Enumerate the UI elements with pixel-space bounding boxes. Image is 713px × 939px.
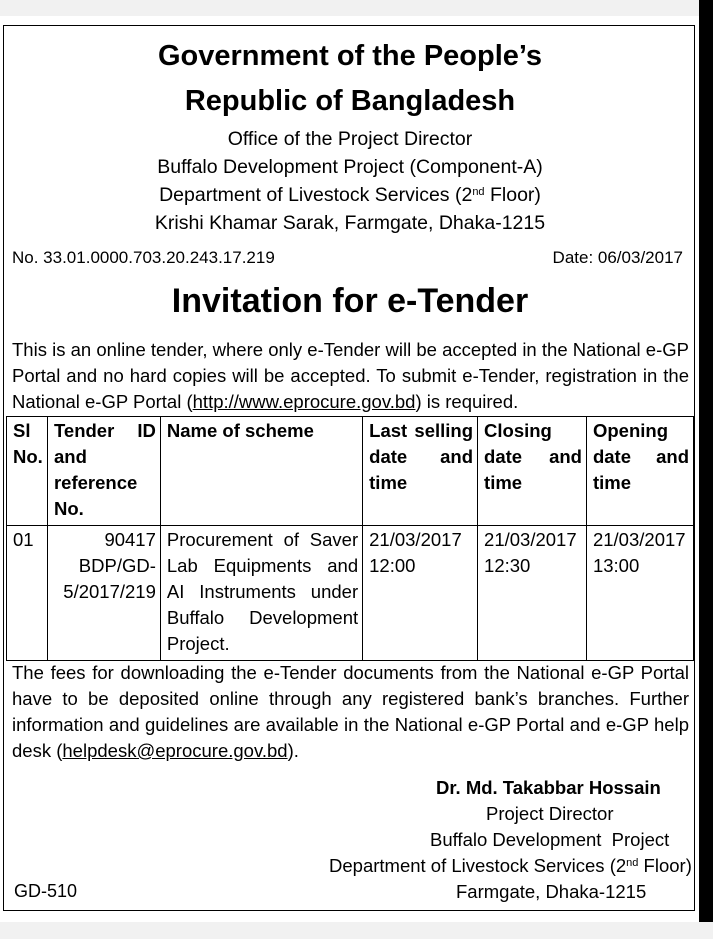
cell-tender-id: 90417 BDP/GD-5/2017/219 — [47, 526, 160, 661]
opening-date: 21/03/2017 — [592, 529, 686, 550]
closing-date: 21/03/2017 — [484, 529, 577, 550]
project-name: Buffalo Development Project (Component-A) — [157, 156, 543, 178]
scan-top-margin — [0, 0, 713, 16]
office-name: Office of the Project Director — [227, 128, 473, 150]
table-header-row — [7, 417, 694, 526]
memo-date: Date: 06/03/2017 — [552, 248, 683, 267]
fees-paragraph: The fees for downloading the e-Tender documents from the National e-GP Portal have to be deposited online through any registered bank’s branches. Further information and guidelines are available in the National e-GP Portal and e-GP help desk (helpdesk@eprocure.gov.bd). — [12, 662, 689, 761]
header-tender-id: Tender ID and reference No. — [47, 417, 160, 526]
closing-time: 12:30 — [484, 555, 531, 576]
office-address: Krishi Khamar Sarak, Farmgate, Dhaka-1215 — [154, 212, 546, 234]
footer-code: GD-510 — [14, 881, 78, 901]
cell-last-selling — [363, 526, 478, 661]
opening-time: 13:00 — [592, 555, 640, 576]
last-selling-time: 12:00 — [369, 555, 416, 576]
gov-title-line2: Republic of Bangladesh — [184, 85, 516, 117]
signatory-address: Farmgate, Dhaka-1215 — [456, 881, 647, 902]
header-last-selling: Last selling date and time — [363, 417, 478, 526]
cell-opening — [586, 526, 693, 661]
signatory-title: Project Director — [486, 803, 614, 824]
scan-right-edge — [699, 0, 713, 939]
table-row — [7, 526, 694, 661]
signatory-name: Dr. Md. Takabbar Hossain — [436, 777, 661, 798]
last-selling-date: 21/03/2017 — [369, 529, 462, 550]
gov-title-line1: Government of the People’s — [157, 40, 543, 72]
cell-closing — [478, 526, 587, 661]
scan-bottom-margin — [0, 922, 713, 939]
intro-paragraph: This is an online tender, where only e-Tender will be accepted in the National e-GP Portal and no hard copies will be accepted. To submit e-Tender, registration in the National e-GP Portal (http://www.eprocure.gov.bd) is required. — [12, 339, 689, 412]
header-sl-no: Sl No. — [7, 417, 48, 526]
signatory-project: Buffalo Development Project — [430, 829, 670, 850]
header-scheme: Name of scheme — [160, 417, 362, 526]
tender-table — [6, 416, 694, 661]
header-opening: Opening date and time — [586, 417, 693, 526]
header-closing: Closing date and time — [478, 417, 587, 526]
page-title: Invitation for e-Tender — [171, 282, 529, 320]
memo-number: No. 33.01.0000.703.20.243.17.219 — [12, 248, 275, 267]
helpdesk-email-link[interactable]: helpdesk@eprocure.gov.bd — [62, 740, 288, 761]
signatory-department: Department of Livestock Services (2nd Floor) — [329, 855, 692, 876]
cell-scheme: Procurement of Saver Lab Equipments and AI Instruments under Buffalo Development Project. — [160, 526, 362, 661]
eprocure-link[interactable]: http://www.eprocure.gov.bd — [192, 391, 416, 412]
department-name: Department of Livestock Services (2nd Floor) — [159, 184, 541, 206]
cell-sl-no: 01 — [7, 526, 48, 661]
